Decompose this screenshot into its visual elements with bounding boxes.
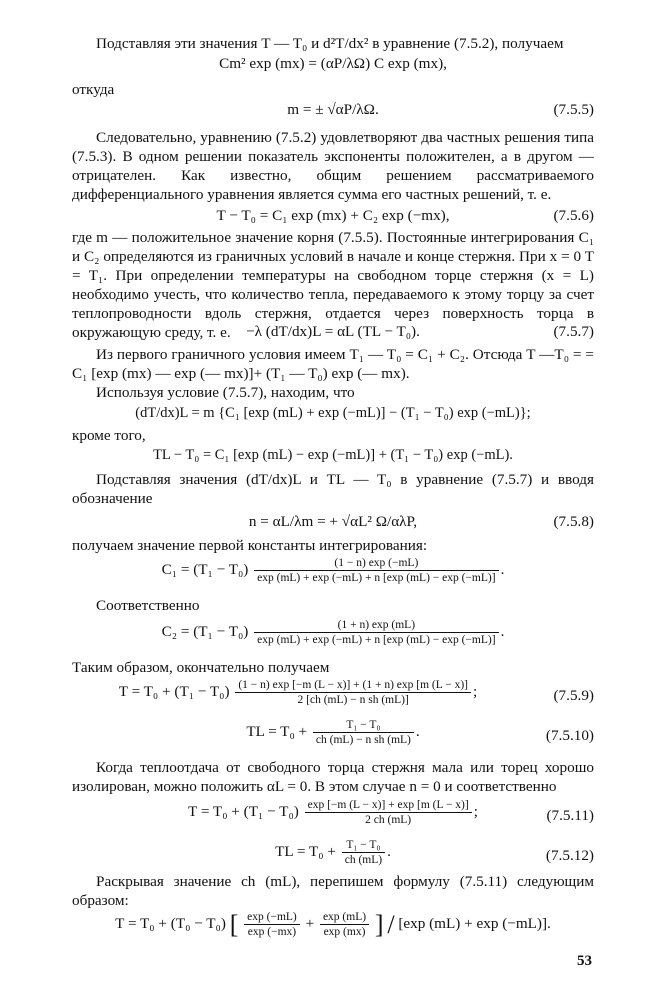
- fraction: $\frac{\text{T₁ − T₀}}{ch (mL)}$: [342, 838, 385, 867]
- equation-c1: C₁ = (T₁ − T₀) $\frac{(1 - n) \exp (-mL)}{\exp (mL) + \exp (-mL) + n [\exp (mL) - \exp (-mL)]}$ .: [161, 557, 505, 584]
- fraction: $\frac{\exp (-mL)}{\exp (-mx)}$: [244, 910, 300, 939]
- paragraph: кроме того,: [72, 427, 146, 444]
- paragraph: Раскрывая значение ch (mL), перепишем формулу (7.5.11) следующим образом:: [72, 873, 594, 909]
- fraction: $\frac{(1 - n) \exp (-mL)}{\exp (mL) + \exp (-mL) + n [\exp (mL) - \exp (-mL)]}$: [254, 556, 498, 585]
- fraction: $\frac{\exp [-m (L - x)] + \exp [m (L - x)]}{2 ch (mL)}$: [305, 798, 472, 827]
- equation-7-5-8: n = αL/λm = + √αL² Ω/αλP, (7.5.8): [248, 513, 594, 530]
- equation-expanded: T = T₀ + (T₀ − T₀) [ $\frac{\exp (-mL)}{\exp (-mx)}$ + $\frac{\exp (mL)}{\exp (mx)}$ ] / [exp (mL) + exp (−mL)].: [115, 910, 551, 939]
- fraction: $\frac{(1 + n) \exp (mL)}{\exp (mL) + \exp (-mL) + n [\exp (mL) - \exp (-mL)]}$: [254, 618, 498, 647]
- paragraph: Используя условие (7.5.7), находим, что: [96, 384, 355, 401]
- paragraph: Подставляя эти значения T — T₀ и d²T/dx² в уравнение (7.5.2), получаем: [96, 35, 564, 52]
- paragraph: Соответственно: [96, 597, 200, 614]
- equation-7-5-6: T − T₀ = C₁ exp (mx) + C₂ exp (−mx), (7.5.6): [216, 207, 594, 224]
- equation-7-5-5: m = ± √αP/λΩ. (7.5.5): [287, 101, 594, 118]
- paragraph: Таким образом, окончательно получаем: [72, 659, 330, 676]
- paragraph: Подставляя значения (dT/dx)L и TL — T₀ в уравнение (7.5.7) и вводя обозначение: [72, 471, 594, 507]
- equation-7-5-11: T = T₀ + (T₁ − T₀) $\frac{\exp [-m (L - x)] + \exp [m (L - x)]}{2 ch (mL)}$ ; (7.5.11): [188, 799, 594, 826]
- paragraph: откуда: [72, 81, 115, 98]
- paragraph: получаем значение первой константы интегрирования:: [72, 537, 428, 554]
- equation-7-5-12: TL = T₀ + $\frac{\text{T₁ − T₀}}{ch (mL)}$ . (7.5.12): [275, 839, 594, 866]
- fraction: $\frac{\text{T₁ − T₀}}{\text{ch (mL) − n sh (mL)}}$: [313, 718, 414, 747]
- equation: Cm² exp (mx) = (αP/λΩ) C exp (mx),: [219, 55, 447, 72]
- equation: TL − T₀ = C₁ [exp (mL) − exp (−mL)] + (T₁ − T₀) exp (−mL).: [153, 447, 513, 463]
- equation-c2: C₂ = (T₁ − T₀) $\frac{(1 + n) \exp (mL)}{\exp (mL) + \exp (-mL) + n [\exp (mL) - \exp (-mL)]}$ .: [161, 619, 505, 646]
- paragraph: Следовательно, уравнению (7.5.2) удовлетворяют два частных решения типа (7.5.3). В одном решении показатель экспоненты положителен, а в другом — отрицателен. Как известно, общим решением рассматриваемого дифференциального уравнения является сумма его частных решений, т. е.: [72, 129, 594, 203]
- equation-7-5-10: TL = T₀ + $\frac{\text{T₁ − T₀}}{\text{ch (mL) − n sh (mL)}}$ . (7.5.10): [246, 719, 594, 746]
- paragraph: Из первого граничного условия имеем T₁ — T₀ = C₁ + C₂. Отсюда T —T₀ = = C₁ [exp (mx) — exp (— mx)]+ (T₁ — T₀) exp (— mx).: [72, 346, 594, 382]
- equation-7-5-9: T = T₀ + (T₁ − T₀) $\frac{(1 - n) \exp [-m (L - x)] + (1 + n) \exp [m (L - x)]}{\text{2 [ch (mL) − n sh (mL)]}}$ ; (7.5.9): [118, 679, 594, 706]
- paragraph: где m — положительное значение корня (7.5.5). Постоянные интегрирования C₁ и C₂ определяются из граничных условий в начале и конце стержня. При x = 0 T = T₁. При определении температуры на свободном торце стержня (x = L) необходимо учесть, что количество тепла, передаваемого к этому торцу за счет теплопроводности вдоль стержня, отдается через поверхность торца в окружающую среду, т. е.: [72, 229, 594, 341]
- paragraph: Когда теплоотдача от свободного торца стержня мала или торец хорошо изолирован, можно положить αL = 0. В этом случае n = 0 и соответственно: [72, 759, 594, 795]
- fraction: $\frac{\exp (mL)}{\exp (mx)}$: [320, 910, 369, 939]
- equation-7-5-7: −λ (dT/dx)L = αL (TL − T₀). (7.5.7): [246, 323, 594, 340]
- fraction: $\frac{(1 - n) \exp [-m (L - x)] + (1 + n) \exp [m (L - x)]}{\text{2 [ch (mL) − n sh (mL)]}}$: [235, 678, 471, 707]
- equation: (dT/dx)L = m {C₁ [exp (mL) + exp (−mL)] − (T₁ − T₀) exp (−mL)};: [135, 405, 531, 421]
- page-number: 53: [577, 953, 592, 969]
